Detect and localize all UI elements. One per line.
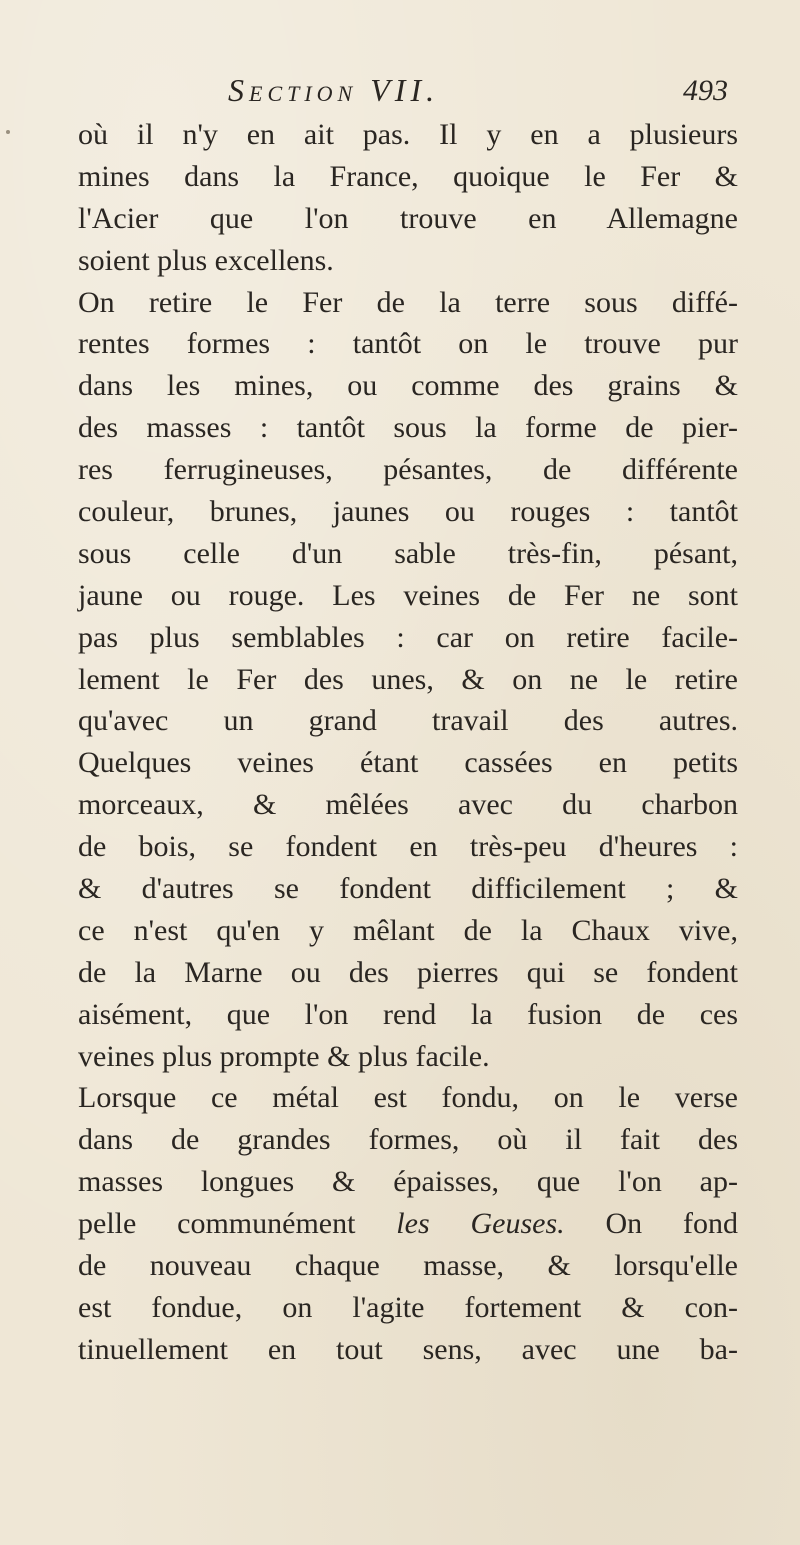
- running-title: Section VII.: [228, 72, 440, 108]
- text-line: mines dans la France, quoique le Fer &: [78, 159, 738, 193]
- text-line: dans de grandes formes, où il fait des: [78, 1123, 738, 1157]
- text-line: Lorsque ce métal est fondu, on le verse: [78, 1081, 738, 1115]
- text-line: l'Acier que l'on trouve en Allemagne: [78, 201, 738, 235]
- text-line: rentes formes : tantôt on le trouve pur: [78, 327, 738, 361]
- text-line: qu'avec un grand travail des autres.: [78, 704, 738, 738]
- text-line: tinuellement en tout sens, avec une ba-: [78, 1332, 738, 1366]
- body-text: [78, 114, 738, 1371]
- text-line: veines plus prompte & plus facile.: [78, 1039, 490, 1073]
- text-line: de la Marne ou des pierres qui se fondent: [78, 955, 738, 989]
- text-span: On fond: [564, 1207, 738, 1241]
- text-line: & d'autres se fondent difficilement ; &: [78, 872, 738, 906]
- text-line: dans les mines, ou comme des grains &: [78, 369, 738, 403]
- text-line: des masses : tantôt sous la forme de pier-: [78, 411, 738, 445]
- text-line: morceaux, & mêlées avec du charbon: [78, 788, 738, 822]
- italic-term: les Geuses.: [396, 1207, 565, 1241]
- text-line: On retire le Fer de la terre sous diffé-: [78, 285, 738, 319]
- text-line-mixed: [78, 1203, 738, 1245]
- text-span: pelle communément: [78, 1207, 397, 1241]
- text-line: où il n'y en ait pas. Il y en a plusieurs: [78, 118, 738, 151]
- running-head: [78, 72, 728, 112]
- text-line: soient plus excellens.: [78, 243, 334, 277]
- text-line: couleur, brunes, jaunes ou rouges : tantôt: [78, 495, 738, 529]
- margin-speck: [6, 130, 10, 134]
- text-line: de bois, se fondent en très-peu d'heures :: [78, 830, 738, 864]
- text-line: masses longues & épaisses, que l'on ap-: [78, 1165, 738, 1199]
- text-line: de nouveau chaque masse, & lorsqu'elle: [78, 1249, 738, 1283]
- text-line: Quelques veines étant cassées en petits: [78, 746, 738, 780]
- text-line: lement le Fer des unes, & on ne le retire: [78, 662, 738, 696]
- text-line: jaune ou rouge. Les veines de Fer ne sont: [78, 578, 738, 612]
- text-line: ce n'est qu'en y mêlant de la Chaux vive,: [78, 913, 738, 947]
- page-number: 493: [683, 74, 728, 107]
- text-line: sous celle d'un sable très-fin, pésant,: [78, 536, 738, 570]
- text-line: est fondue, on l'agite fortement & con-: [78, 1290, 738, 1324]
- text-line: res ferrugineuses, pésantes, de différente: [78, 453, 738, 487]
- text-line: aisément, que l'on rend la fusion de ces: [78, 997, 738, 1031]
- text-line: pas plus semblables : car on retire facile-: [78, 620, 738, 654]
